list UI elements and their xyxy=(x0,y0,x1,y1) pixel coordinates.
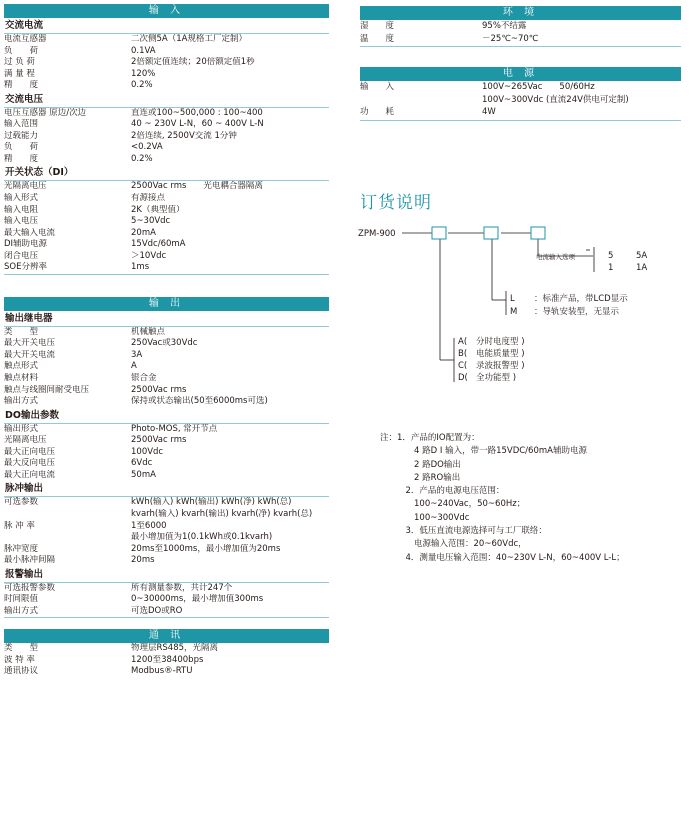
divider xyxy=(4,617,329,618)
spec-key: 输 入 xyxy=(360,82,395,92)
note-line: 2．产品的电源电压范围： xyxy=(380,486,505,497)
spec-key: 电压互感器 原边/次边 xyxy=(4,107,87,118)
spec-value: 5~30Vdc xyxy=(131,216,171,227)
spec-value: 0.2% xyxy=(131,80,153,91)
spec-value: 20mA xyxy=(131,227,156,238)
spec-key: 触点形式 xyxy=(4,361,39,372)
spec-key: 负 荷 xyxy=(4,142,39,153)
spec-row xyxy=(4,239,329,251)
section-title: 脉冲输出 xyxy=(4,481,329,497)
spec-value: 40 ~ 230V L-N，60 ~ 400V L-N xyxy=(131,119,264,130)
spec-row xyxy=(4,251,329,263)
spec-key: 输入形式 xyxy=(4,193,39,204)
function-option-label: 分时电度型 ) xyxy=(476,337,525,347)
spec-row xyxy=(360,94,681,107)
spec-row xyxy=(4,666,329,678)
left-column xyxy=(4,0,329,689)
spec-value: 95%不结露 xyxy=(482,21,527,31)
spec-value: Modbus®-RTU xyxy=(131,666,193,677)
spec-value: ＞10Vdc xyxy=(131,250,167,261)
spec-row xyxy=(4,131,329,143)
spec-key: 可选报警参数 xyxy=(4,582,56,593)
function-option-label: 全功能型 ) xyxy=(476,373,517,383)
spec-key: 触点材料 xyxy=(4,373,39,384)
spec-row xyxy=(4,228,329,240)
function-option-code: A( xyxy=(458,337,468,347)
spec-key: 输出形式 xyxy=(4,423,39,434)
function-option-code: C( xyxy=(458,361,468,371)
spec-key: 输出方式 xyxy=(4,396,39,407)
spec-row xyxy=(4,154,329,166)
spec-key: 光隔离电压 xyxy=(4,435,47,446)
spec-row xyxy=(4,385,329,397)
power-header: 电 源 xyxy=(360,67,681,81)
spec-row xyxy=(4,544,329,556)
spec-row xyxy=(4,181,329,193)
comm-body xyxy=(4,643,329,678)
spec-key: 脉冲宽度 xyxy=(4,543,39,554)
environment-spec xyxy=(360,6,681,47)
spec-row xyxy=(4,80,329,92)
spec-value: 100V~265Vac 50/60Hz xyxy=(482,82,595,92)
spec-value: 1ms xyxy=(131,262,150,273)
spec-row xyxy=(4,34,329,46)
spec-row xyxy=(4,470,329,482)
divider xyxy=(360,120,681,121)
note-line: 2 路DO输出 xyxy=(380,459,461,470)
spec-row xyxy=(4,46,329,58)
current-option-value: 5A xyxy=(636,251,648,261)
spec-row xyxy=(4,262,329,274)
spec-row xyxy=(4,216,329,228)
spec-key: 可选参数 xyxy=(4,497,39,508)
environment-header: 环 境 xyxy=(360,6,681,20)
spec-value: 机械触点 xyxy=(131,326,166,337)
note-line: 注：1．产品的IO配置为： xyxy=(380,433,480,443)
spec-value: 4W xyxy=(482,107,496,117)
spec-row xyxy=(4,424,329,436)
note-line: 4 路D I 输入，带一路15VDC/60mA辅助电源 xyxy=(380,446,587,457)
spec-row xyxy=(4,205,329,217)
spec-row xyxy=(4,447,329,459)
spec-value: Photo-MOS, 常开节点 xyxy=(131,423,218,434)
spec-row xyxy=(4,396,329,408)
spec-row xyxy=(360,106,681,119)
spec-key: 光隔离电压 xyxy=(4,181,47,192)
spec-row xyxy=(4,57,329,69)
spec-value: 银合金 xyxy=(131,373,157,384)
spec-value: 1至6000 xyxy=(131,520,167,531)
display-option-code: L xyxy=(510,294,515,304)
spec-row xyxy=(4,555,329,567)
ordering-diagram xyxy=(358,220,688,390)
input-body xyxy=(4,18,329,275)
spec-value: 120% xyxy=(131,68,156,79)
environment-body xyxy=(360,20,681,47)
spec-key: 湿 度 xyxy=(360,21,395,31)
power-spec xyxy=(360,67,681,121)
spec-key: 功 耗 xyxy=(360,107,395,117)
spec-key: 最大正向电压 xyxy=(4,446,56,457)
notes-block xyxy=(380,432,685,565)
divider xyxy=(4,274,329,275)
spec-value: <0.2VA xyxy=(131,142,163,153)
function-option-label: 录波报警型 ) xyxy=(476,361,525,371)
spec-key: 最大正向电流 xyxy=(4,469,56,480)
input-spec xyxy=(4,4,329,275)
function-option-code: D( xyxy=(458,373,468,383)
note-line: 3．低压直流电源选择可与工厂联络： xyxy=(380,526,547,537)
spec-key: 过 负 荷 xyxy=(4,57,35,68)
spec-key: 负 荷 xyxy=(4,45,39,56)
spec-value: kvarh(输入) kvarh(输出) kvarh(净) kvarh(总) xyxy=(131,508,313,519)
spec-row xyxy=(4,338,329,350)
note-line: 100~240Vac，50~60Hz； xyxy=(380,499,526,510)
spec-value: 20ms xyxy=(131,555,155,566)
right-column xyxy=(360,0,681,121)
spec-value: 2500Vac rms xyxy=(131,435,187,446)
power-body xyxy=(360,81,681,121)
spec-key: 输入电压 xyxy=(4,216,39,227)
section-title: 交流电流 xyxy=(4,18,329,34)
model-number: ZPM-900 xyxy=(358,229,396,239)
spec-row xyxy=(4,509,329,521)
spec-key: 波 特 率 xyxy=(4,654,35,665)
spec-row xyxy=(4,643,329,655)
function-option-label: 电能质量型 ) xyxy=(476,349,525,359)
spec-value: 100Vdc xyxy=(131,446,164,457)
spec-row xyxy=(4,361,329,373)
spec-key: 最大开关电压 xyxy=(4,338,56,349)
spec-row xyxy=(4,497,329,509)
spec-row xyxy=(4,108,329,120)
spec-key: 输出方式 xyxy=(4,605,39,616)
note-line: 2 路RO输出 xyxy=(380,472,461,483)
spec-row xyxy=(360,81,681,94)
spec-key: 通讯协议 xyxy=(4,666,39,677)
spec-row xyxy=(4,142,329,154)
spec-key: 满 量 程 xyxy=(4,68,35,79)
option-box xyxy=(432,227,446,239)
spec-key: 类 型 xyxy=(4,326,39,337)
spec-row xyxy=(4,327,329,339)
section-title: 输出继电器 xyxy=(4,311,329,327)
spec-key: 闭合电压 xyxy=(4,250,39,261)
current-option-code: 5 xyxy=(608,251,614,261)
spec-row xyxy=(4,655,329,667)
display-option-label: ：导轨安装型，无显示 xyxy=(534,307,620,317)
spec-value: kWh(输入) kWh(输出) kWh(净) kWh(总) xyxy=(131,497,292,508)
spec-key: SOE分辨率 xyxy=(4,262,47,273)
spec-value: 100V~300Vdc (直流24V供电可定制) xyxy=(482,94,629,105)
spec-value: 保持或状态输出(50至6000ms可选) xyxy=(131,396,268,407)
spec-value: A xyxy=(131,361,137,372)
spec-key: 输入范围 xyxy=(4,119,39,130)
comm-spec xyxy=(4,629,329,678)
spec-row xyxy=(4,69,329,81)
spec-value: －25℃~70℃ xyxy=(482,33,539,44)
current-label: 电流输入选项 xyxy=(536,253,575,261)
spec-key: 输入电阻 xyxy=(4,204,39,215)
spec-key xyxy=(4,509,131,521)
spec-value: 20ms至1000ms，最小增加值为20ms xyxy=(131,543,281,554)
spec-row xyxy=(360,20,681,33)
spec-key: 时间限值 xyxy=(4,594,39,605)
spec-key: 最小脉冲间隔 xyxy=(4,555,56,566)
spec-value: 0~30000ms，最小增加值300ms xyxy=(131,594,264,605)
spec-value: 二次侧5A（1A规格工厂定制） xyxy=(131,34,247,44)
spec-row xyxy=(4,435,329,447)
spec-row xyxy=(4,373,329,385)
spec-value: 所有测量参数，共计247个 xyxy=(131,582,233,593)
spec-row xyxy=(4,350,329,362)
spec-key: 触点与线圈间耐受电压 xyxy=(4,384,90,395)
spec-row xyxy=(4,521,329,533)
spec-value: 15Vdc/60mA xyxy=(131,239,186,250)
spec-value: 1200至38400bps xyxy=(131,654,204,665)
spec-row xyxy=(4,594,329,606)
spec-key: 精 度 xyxy=(4,153,39,164)
spec-value: 0.2% xyxy=(131,153,153,164)
current-option-value: 1A xyxy=(636,263,648,273)
spec-key: 最大开关电流 xyxy=(4,349,56,360)
spec-key: 最大反向电压 xyxy=(4,458,56,469)
spec-value: 2倍额定值连续；20倍额定值1秒 xyxy=(131,57,255,68)
spec-row xyxy=(4,606,329,618)
spec-value: 2500Vac rms 光电耦合器隔离 xyxy=(131,181,263,192)
spec-row xyxy=(4,583,329,595)
spec-value: 最小增加值为1(0.1kWh或0.1kvarh) xyxy=(131,532,273,543)
spec-value: 250Vac或30Vdc xyxy=(131,338,198,349)
note-line: 电源输入范围：20~60Vdc， xyxy=(380,539,527,550)
display-option-code: M xyxy=(510,307,518,317)
spec-value: 有源接点 xyxy=(131,193,166,204)
display-option-label: ：标准产品，带LCD显示 xyxy=(534,294,628,304)
output-spec xyxy=(4,297,329,618)
spec-value: 3A xyxy=(131,349,143,360)
spec-key: 过载能力 xyxy=(4,130,39,141)
spec-value: 可选DO或RO xyxy=(131,605,183,616)
spec-value: 2K（典型值） xyxy=(131,204,185,215)
spec-row xyxy=(4,193,329,205)
spec-key: DI辅助电源 xyxy=(4,239,48,250)
spec-key: 类 型 xyxy=(4,643,39,654)
section-title: 交流电压 xyxy=(4,92,329,108)
divider xyxy=(360,46,681,47)
function-option-code: B( xyxy=(458,349,468,359)
spec-key: 温 度 xyxy=(360,33,395,44)
spec-row xyxy=(360,33,681,46)
input-header: 输 入 xyxy=(4,4,329,18)
spec-key: 最大输入电流 xyxy=(4,227,56,238)
spec-value: 0.1VA xyxy=(131,45,156,56)
current-option-code: 1 xyxy=(608,263,614,273)
spec-row xyxy=(4,532,329,544)
section-title: 开关状态（DI） xyxy=(4,165,329,181)
spec-key: 精 度 xyxy=(4,80,39,91)
ordering-title: 订货说明 xyxy=(360,193,432,213)
spec-key: 脉 冲 率 xyxy=(4,520,35,531)
output-header: 输 出 xyxy=(4,297,329,311)
note-line: 4．测量电压输入范围：40~230V L-N，60~400V L-L； xyxy=(380,552,625,563)
comm-header: 通 讯 xyxy=(4,629,329,643)
spec-row xyxy=(4,458,329,470)
section-title: DO输出参数 xyxy=(4,408,329,424)
spec-key xyxy=(360,94,482,107)
spec-value: 6Vdc xyxy=(131,458,153,469)
spec-value: 50mA xyxy=(131,469,156,480)
spec-row xyxy=(4,119,329,131)
section-title: 报警输出 xyxy=(4,567,329,583)
note-line: 100~300Vdc xyxy=(380,512,470,523)
spec-value: 物理层RS485，光隔离 xyxy=(131,643,219,654)
spec-key: 电流互感器 xyxy=(4,34,47,44)
spec-key xyxy=(4,532,131,544)
option-box xyxy=(531,227,545,239)
spec-value: 2500Vac rms xyxy=(131,384,187,395)
option-box xyxy=(484,227,498,239)
output-body xyxy=(4,311,329,618)
spec-value: 2倍连续, 2500V交流 1分钟 xyxy=(131,130,237,141)
spec-value: 直连或100~500,000 : 100~400 xyxy=(131,107,263,118)
